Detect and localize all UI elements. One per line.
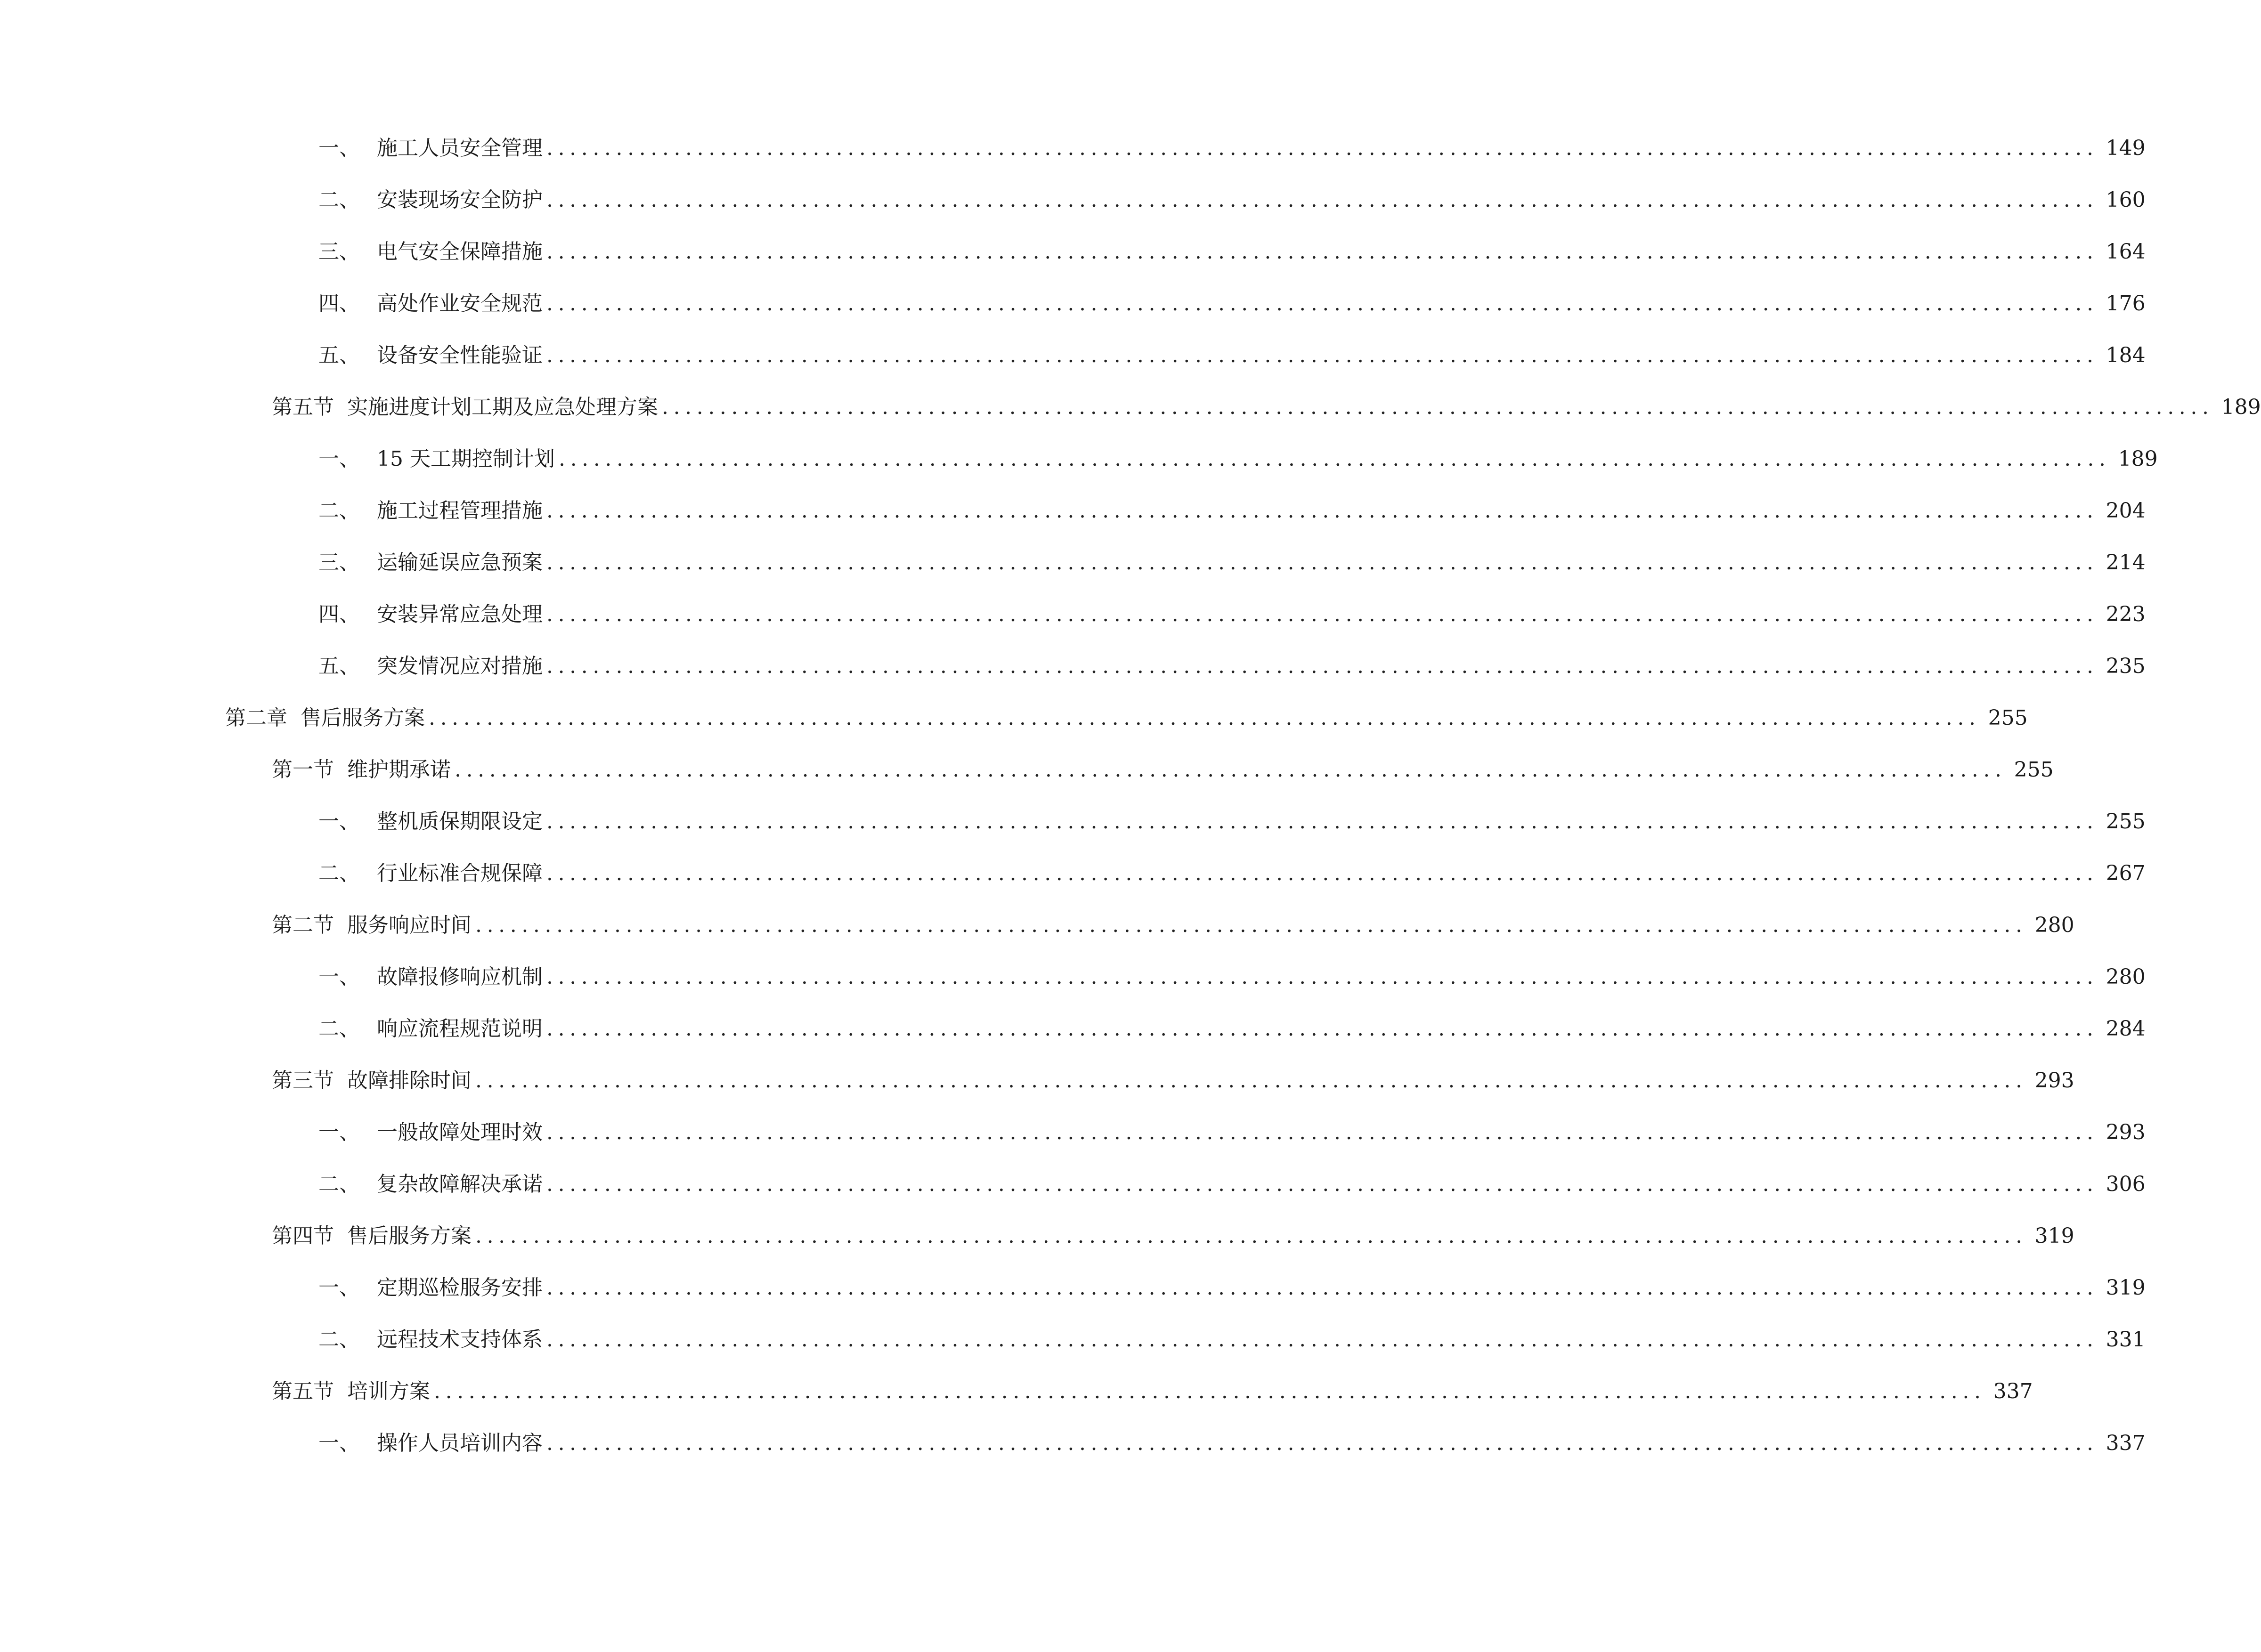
dot-leader: ...................................................................................................................................... [546, 292, 2098, 316]
toc-entry-title: 整机质保期限设定 [377, 810, 543, 834]
toc-entry-page-number: 235 [2106, 654, 2146, 678]
toc-entry-title: 实施进度计划工期及应急处理方案 [347, 395, 658, 419]
toc-entry[interactable] [318, 494, 2146, 527]
toc-entry[interactable] [272, 1064, 2074, 1097]
toc-entry-number: 二、 [318, 499, 360, 523]
toc-entry-number: 一、 [318, 1431, 360, 1455]
toc-entry-page-number: 255 [2014, 758, 2054, 782]
dot-leader: ...................................................................................................................................... [546, 343, 2098, 367]
toc-entry[interactable] [272, 909, 2074, 942]
toc-entry[interactable] [318, 287, 2146, 320]
toc-entry-number: 五、 [318, 654, 360, 678]
toc-entry-page-number: 293 [2106, 1120, 2146, 1144]
toc-entry-title: 定期巡检服务安排 [377, 1276, 543, 1300]
toc-entry[interactable] [318, 857, 2146, 890]
toc-entry-number: 第四节 [272, 1224, 334, 1248]
toc-entry[interactable] [318, 1012, 2146, 1045]
toc-entry[interactable] [318, 184, 2146, 217]
toc-entry-page-number: 160 [2106, 188, 2146, 212]
dot-leader: ...................................................................................................................................... [546, 1017, 2098, 1041]
dot-leader: ...................................................................................................................................... [434, 1379, 1986, 1403]
toc-entry-number: 第一节 [272, 758, 334, 782]
toc-entry-title: 突发情况应对措施 [377, 654, 543, 678]
toc-entry[interactable] [318, 1323, 2146, 1356]
toc-entry-title: 维护期承诺 [347, 758, 451, 782]
toc-entry-page-number: 204 [2106, 499, 2146, 523]
dot-leader: ...................................................................................................................................... [546, 499, 2098, 523]
toc-entry[interactable] [272, 1220, 2074, 1253]
toc-entry-page-number: 214 [2106, 551, 2146, 575]
toc-entry[interactable] [318, 339, 2146, 372]
dot-leader: ...................................................................................................................................... [546, 1431, 2098, 1455]
dot-leader: ...................................................................................................................................... [475, 913, 2027, 937]
toc-entry-title: 售后服务方案 [301, 706, 425, 730]
dot-leader: ...................................................................................................................................... [546, 1172, 2098, 1196]
toc-entry-page-number: 293 [2034, 1069, 2074, 1093]
toc-entry-page-number: 319 [2106, 1276, 2146, 1300]
toc-entry-number: 第五节 [272, 1379, 334, 1403]
toc-entry[interactable] [318, 1427, 2146, 1460]
toc-entry[interactable] [318, 443, 2158, 476]
toc-entry-page-number: 337 [2106, 1431, 2146, 1455]
toc-entry[interactable] [318, 650, 2146, 683]
dot-leader: ...................................................................................................................................... [546, 965, 2098, 989]
toc-entry[interactable] [272, 753, 2054, 786]
dot-leader: ...................................................................................................................................... [546, 861, 2098, 885]
toc-entry-page-number: 331 [2106, 1328, 2146, 1352]
toc-entry-number: 二、 [318, 1017, 360, 1041]
toc-entry-number: 二、 [318, 861, 360, 885]
dot-leader: ...................................................................................................................................... [429, 706, 1981, 730]
toc-entry-title: 操作人员培训内容 [377, 1431, 543, 1455]
toc-entry-title: 复杂故障解决承诺 [377, 1172, 543, 1196]
toc-entry-title: 施工人员安全管理 [377, 136, 543, 160]
toc-entry-title: 高处作业安全规范 [377, 292, 543, 316]
toc-entry-number: 三、 [318, 551, 360, 575]
toc-entry-title: 电气安全保障措施 [377, 240, 543, 264]
toc-entry-number: 五、 [318, 343, 360, 367]
toc-entry-page-number: 280 [2106, 965, 2146, 989]
toc-entry-title: 故障排除时间 [347, 1069, 472, 1093]
toc-entry-page-number: 223 [2106, 602, 2146, 626]
toc-entry-title: 远程技术支持体系 [377, 1328, 543, 1352]
toc-entry[interactable] [318, 1168, 2146, 1201]
toc-entry-page-number: 255 [1988, 706, 2028, 730]
toc-entry-title: 安装异常应急处理 [377, 602, 543, 626]
toc-entry-title: 设备安全性能验证 [377, 343, 543, 367]
toc-entry[interactable] [318, 1116, 2146, 1149]
toc-entry-title: 一般故障处理时效 [377, 1120, 543, 1144]
toc-entry-number: 一、 [318, 1120, 360, 1144]
toc-entry-number: 第二节 [272, 913, 334, 937]
toc-entry-page-number: 306 [2106, 1172, 2146, 1196]
dot-leader: ...................................................................................................................................... [558, 447, 2111, 471]
toc-entry-number: 第二章 [225, 706, 287, 730]
toc-entry-page-number: 337 [1993, 1379, 2033, 1403]
dot-leader: ...................................................................................................................................... [546, 136, 2098, 160]
toc-entry-page-number: 255 [2106, 810, 2146, 834]
toc-entry-number: 二、 [318, 188, 360, 212]
toc-entry[interactable] [225, 702, 2028, 735]
toc-entry-number: 一、 [318, 965, 360, 989]
dot-leader: ...................................................................................................................................... [475, 1069, 2027, 1093]
toc-entry[interactable] [272, 391, 2261, 424]
toc-entry-page-number: 319 [2034, 1224, 2074, 1248]
toc-entry-number: 一、 [318, 810, 360, 834]
dot-leader: ...................................................................................................................................... [546, 810, 2098, 834]
toc-entry[interactable] [318, 805, 2146, 838]
toc-entry-page-number: 189 [2118, 447, 2158, 471]
toc-entry-number: 一、 [318, 136, 360, 160]
toc-entry-number: 三、 [318, 240, 360, 264]
toc-entry-page-number: 164 [2106, 240, 2146, 264]
toc-entry-number: 四、 [318, 602, 360, 626]
dot-leader: ...................................................................................................................................... [475, 1224, 2027, 1248]
dot-leader: ...................................................................................................................................... [455, 758, 2007, 782]
toc-entry-number: 第五节 [272, 395, 334, 419]
toc-entry-title: 响应流程规范说明 [377, 1017, 543, 1041]
toc-entry-page-number: 267 [2106, 861, 2146, 885]
toc-entry-title: 安装现场安全防护 [377, 188, 543, 212]
toc-entry-title: 行业标准合规保障 [377, 861, 543, 885]
toc-entry-number: 四、 [318, 292, 360, 316]
toc-entry[interactable] [318, 235, 2146, 268]
toc-entry[interactable] [318, 961, 2146, 994]
toc-entry-title: 15 天工期控制计划 [377, 447, 555, 471]
dot-leader: ...................................................................................................................................... [662, 395, 2214, 419]
toc-entry-number: 一、 [318, 1276, 360, 1300]
toc-entry-page-number: 189 [2221, 395, 2261, 419]
dot-leader: ...................................................................................................................................... [546, 1328, 2098, 1352]
toc-entry[interactable] [318, 546, 2146, 579]
toc-entry[interactable] [318, 1271, 2146, 1304]
toc-entry-page-number: 284 [2106, 1017, 2146, 1041]
dot-leader: ...................................................................................................................................... [546, 1120, 2098, 1144]
dot-leader: ...................................................................................................................................... [546, 1276, 2098, 1300]
toc-entry-title: 运输延误应急预案 [377, 551, 543, 575]
toc-entry-title: 培训方案 [347, 1379, 430, 1403]
dot-leader: ...................................................................................................................................... [546, 551, 2098, 575]
toc-entry-page-number: 184 [2106, 343, 2146, 367]
dot-leader: ...................................................................................................................................... [546, 654, 2098, 678]
dot-leader: ...................................................................................................................................... [546, 602, 2098, 626]
toc-entry-number: 二、 [318, 1172, 360, 1196]
toc-entry-page-number: 280 [2034, 913, 2074, 937]
toc-entry-page-number: 149 [2106, 136, 2146, 160]
toc-entry-title: 售后服务方案 [347, 1224, 472, 1248]
toc-entry[interactable] [272, 1375, 2033, 1408]
dot-leader: ...................................................................................................................................... [546, 188, 2098, 212]
toc-entry-number: 第三节 [272, 1069, 334, 1093]
toc-entry[interactable] [318, 132, 2146, 165]
toc-entry-number: 二、 [318, 1328, 360, 1352]
toc-entry-page-number: 176 [2106, 292, 2146, 316]
toc-entry-title: 服务响应时间 [347, 913, 472, 937]
toc-entry-title: 故障报修响应机制 [377, 965, 543, 989]
toc-entry[interactable] [318, 598, 2146, 631]
toc-entry-number: 一、 [318, 447, 360, 471]
toc-entry-title: 施工过程管理措施 [377, 499, 543, 523]
dot-leader: ...................................................................................................................................... [546, 240, 2098, 264]
